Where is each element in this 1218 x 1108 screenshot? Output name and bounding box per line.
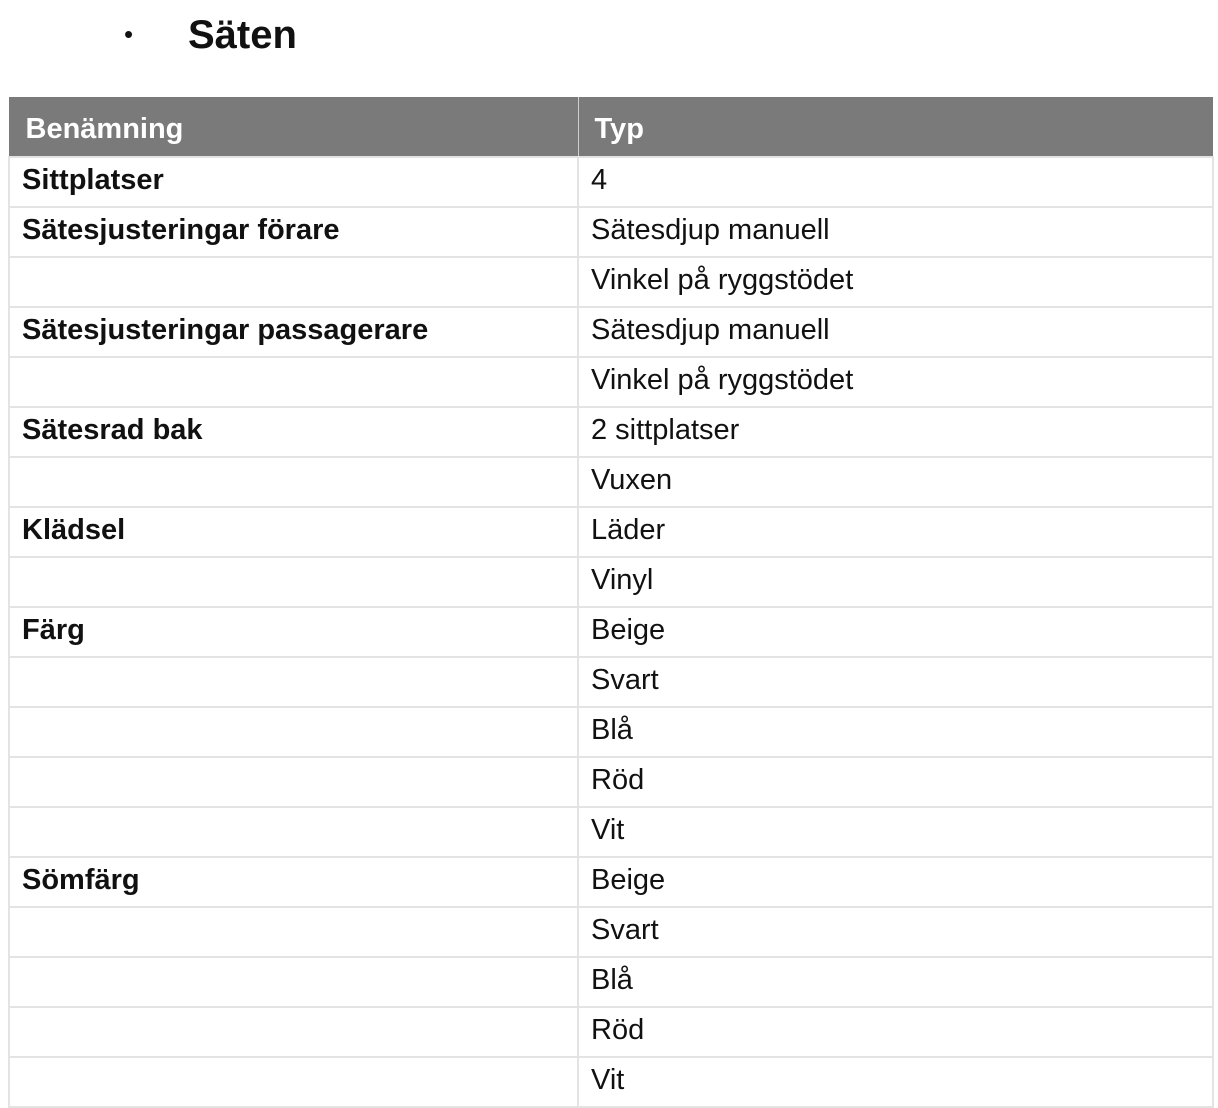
table-row [9,757,1213,807]
row-label [9,357,578,407]
header-row [9,97,1213,157]
table-row [9,507,1213,557]
table-row [9,607,1213,657]
row-label: Sätesjusteringar passagerare [9,307,578,357]
row-value: Läder [578,507,1213,557]
row-label: Sittplatser [9,157,578,207]
seats-spec-table [8,97,1214,1108]
row-value: 4 [578,157,1213,207]
row-label [9,757,578,807]
table-row [9,557,1213,607]
section-heading [0,0,1218,80]
table-row [9,1007,1213,1057]
row-value: Sätesdjup manuell [578,307,1213,357]
row-label: Färg [9,607,578,657]
row-value: Vit [578,807,1213,857]
row-label [9,707,578,757]
table-row [9,857,1213,907]
row-label: Sätesjusteringar förare [9,207,578,257]
header-benamning: Benämning [9,97,578,157]
table-row [9,457,1213,507]
table-header [9,97,1213,157]
header-typ: Typ [578,97,1213,157]
table-row [9,207,1213,257]
row-label [9,657,578,707]
table-row [9,907,1213,957]
row-value: Svart [578,657,1213,707]
row-label: Sömfärg [9,857,578,907]
table-row [9,807,1213,857]
row-value: Vuxen [578,457,1213,507]
row-value: Röd [578,1007,1213,1057]
row-value: Vinyl [578,557,1213,607]
row-value: Beige [578,607,1213,657]
row-label [9,957,578,1007]
row-value: 2 sittplatser [578,407,1213,457]
row-value: Vinkel på ryggstödet [578,357,1213,407]
row-value: Blå [578,707,1213,757]
section-title: Säten [188,13,297,57]
row-value: Vinkel på ryggstödet [578,257,1213,307]
row-label [9,457,578,507]
table-row [9,657,1213,707]
row-value: Svart [578,907,1213,957]
row-label [9,907,578,957]
table-row [9,707,1213,757]
table-body [9,157,1213,1107]
table-row [9,157,1213,207]
table-row [9,357,1213,407]
table-row [9,257,1213,307]
row-label [9,257,578,307]
row-value: Sätesdjup manuell [578,207,1213,257]
row-label [9,1057,578,1107]
bullet-icon: • [124,19,134,49]
table-row [9,1057,1213,1107]
row-label: Sätesrad bak [9,407,578,457]
row-value: Beige [578,857,1213,907]
table-row [9,307,1213,357]
row-label [9,557,578,607]
row-value: Vit [578,1057,1213,1107]
row-value: Röd [578,757,1213,807]
row-label: Klädsel [9,507,578,557]
table-row [9,407,1213,457]
table-row [9,957,1213,1007]
row-label [9,1007,578,1057]
row-value: Blå [578,957,1213,1007]
row-label [9,807,578,857]
